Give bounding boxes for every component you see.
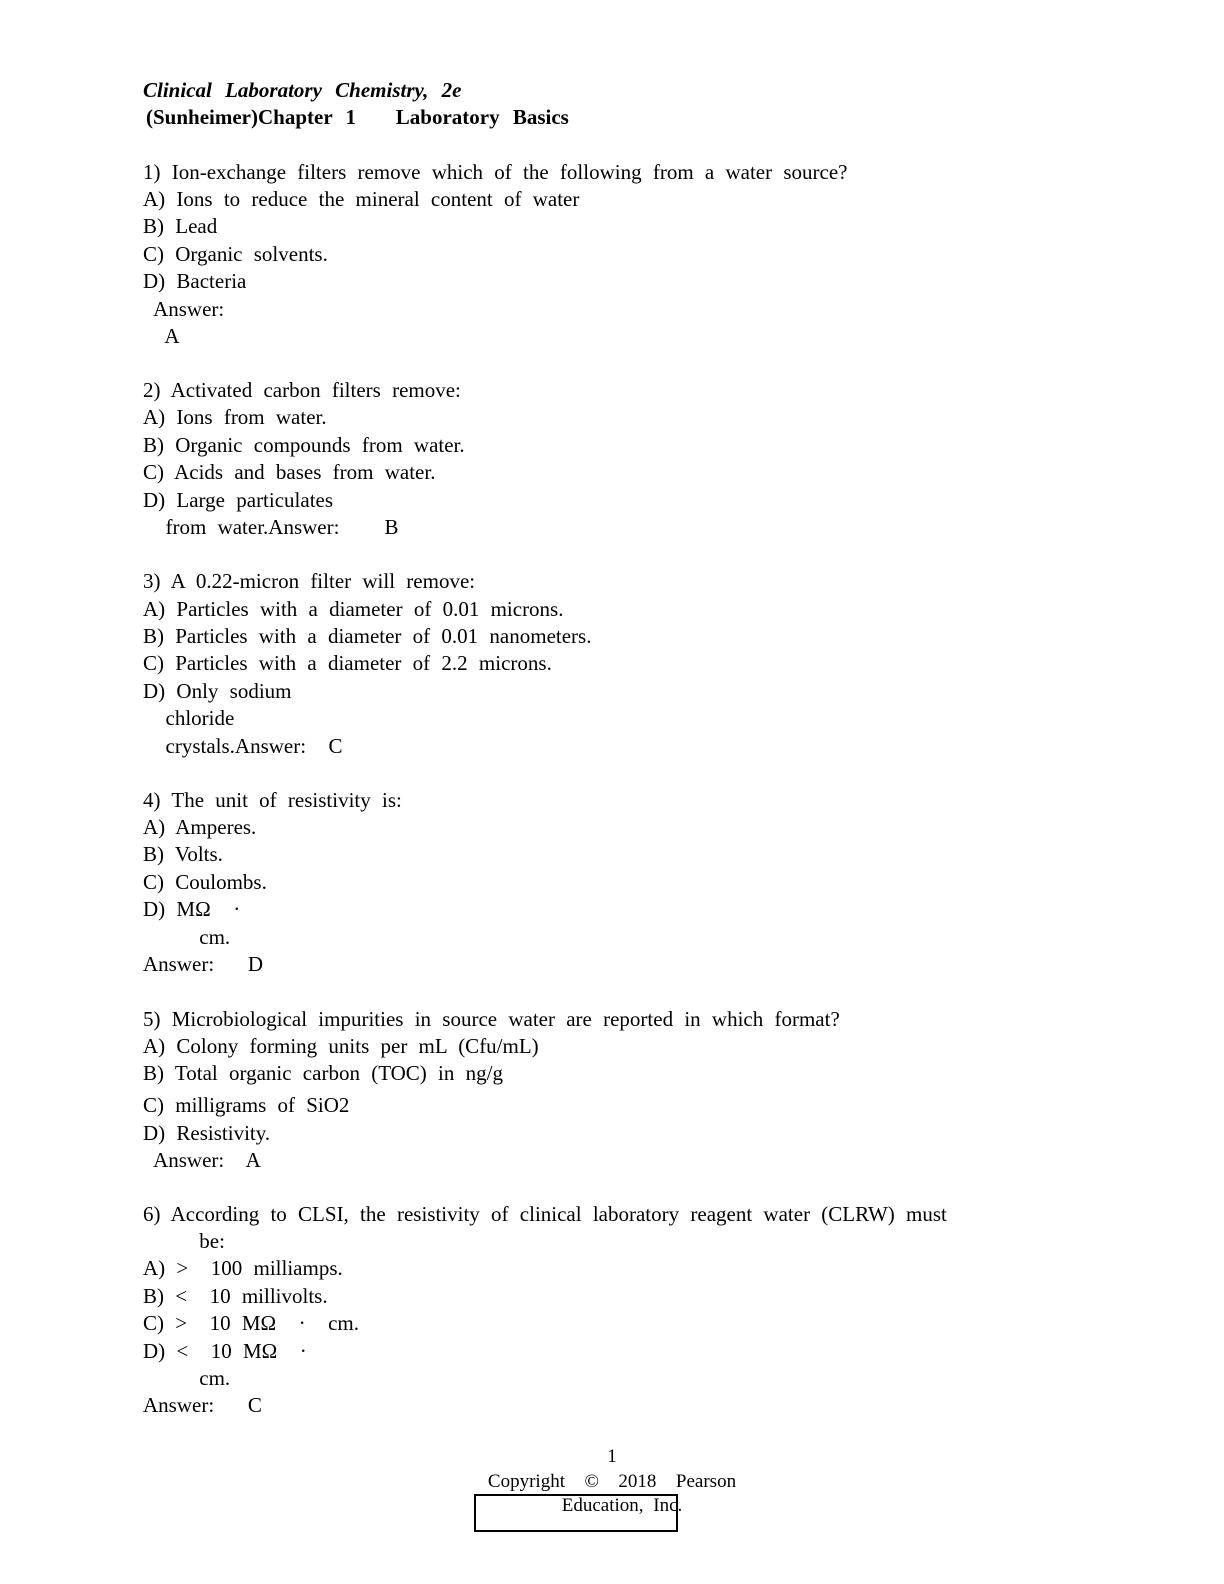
question-stem: 6) According to CLSI, the resistivity of clinical laboratory reagent water (CLRW) must <box>143 1202 947 1226</box>
question-stem: 4) The unit of resistivity is: <box>143 788 402 812</box>
option-c: C) Acids and bases from water. <box>143 460 436 484</box>
document-title: Clinical Laboratory Chemistry, 2e <box>143 78 462 102</box>
option-c: C) milligrams of SiO2 <box>143 1093 350 1117</box>
answer-line: from water.Answer: B <box>143 515 399 539</box>
question-stem: 5) Microbiological impurities in source water are reported in which format? <box>143 1007 840 1031</box>
chapter-title: (Sunheimer)Chapter 1 Laboratory Basics <box>146 105 569 129</box>
option-d: D) Only sodium <box>143 679 292 703</box>
option-a: A) > 100 milliamps. <box>143 1256 343 1280</box>
option-b: B) Lead <box>143 214 218 238</box>
answer-value: A <box>143 324 180 348</box>
option-b: B) < 10 millivolts. <box>143 1284 328 1308</box>
option-a: A) Particles with a diameter of 0.01 microns. <box>143 597 564 621</box>
answer-line: Answer: D <box>143 952 264 976</box>
question-stem: 3) A 0.22-micron filter will remove: <box>143 569 476 593</box>
option-d-continued: chloride <box>143 706 235 730</box>
answer-line: Answer: A <box>143 1148 261 1172</box>
option-c: C) Particles with a diameter of 2.2 microns. <box>143 651 552 675</box>
option-c: C) > 10 MΩ · cm. <box>143 1311 360 1335</box>
option-a: A) Ions to reduce the mineral content of water <box>143 187 580 211</box>
option-b: B) Volts. <box>143 842 223 866</box>
option-c: C) Organic solvents. <box>143 242 328 266</box>
question-stem: 1) Ion-exchange filters remove which of the following from a water source? <box>143 160 848 184</box>
option-d: D) Bacteria <box>143 269 247 293</box>
answer-line: Answer: C <box>143 1393 262 1417</box>
option-d: D) Large particulates <box>143 488 334 512</box>
option-a: A) Amperes. <box>143 815 257 839</box>
copyright-line-2: Education, Inc. <box>561 1495 683 1516</box>
answer-label: Answer: <box>143 297 225 321</box>
option-b: B) Total organic carbon (TOC) in ng/g <box>143 1061 503 1085</box>
option-b: B) Particles with a diameter of 0.01 nanometers. <box>143 624 592 648</box>
option-c: C) Coulombs. <box>143 870 267 894</box>
option-a: A) Ions from water. <box>143 405 327 429</box>
option-a: A) Colony forming units per mL (Cfu/mL) <box>143 1034 539 1058</box>
option-d: D) < 10 MΩ · <box>143 1339 307 1363</box>
option-d-continued: cm. <box>143 1366 231 1390</box>
answer-line: crystals.Answer: C <box>143 734 343 758</box>
question-stem-continued: be: <box>143 1229 225 1253</box>
option-b: B) Organic compounds from water. <box>143 433 465 457</box>
option-d: D) MΩ · <box>143 897 241 921</box>
copyright-line-1: Copyright © 2018 Pearson <box>487 1471 737 1492</box>
option-d: D) Resistivity. <box>143 1121 271 1145</box>
option-d-continued: cm. <box>143 925 231 949</box>
question-stem: 2) Activated carbon filters remove: <box>143 378 461 402</box>
page-number: 1 <box>607 1446 617 1467</box>
